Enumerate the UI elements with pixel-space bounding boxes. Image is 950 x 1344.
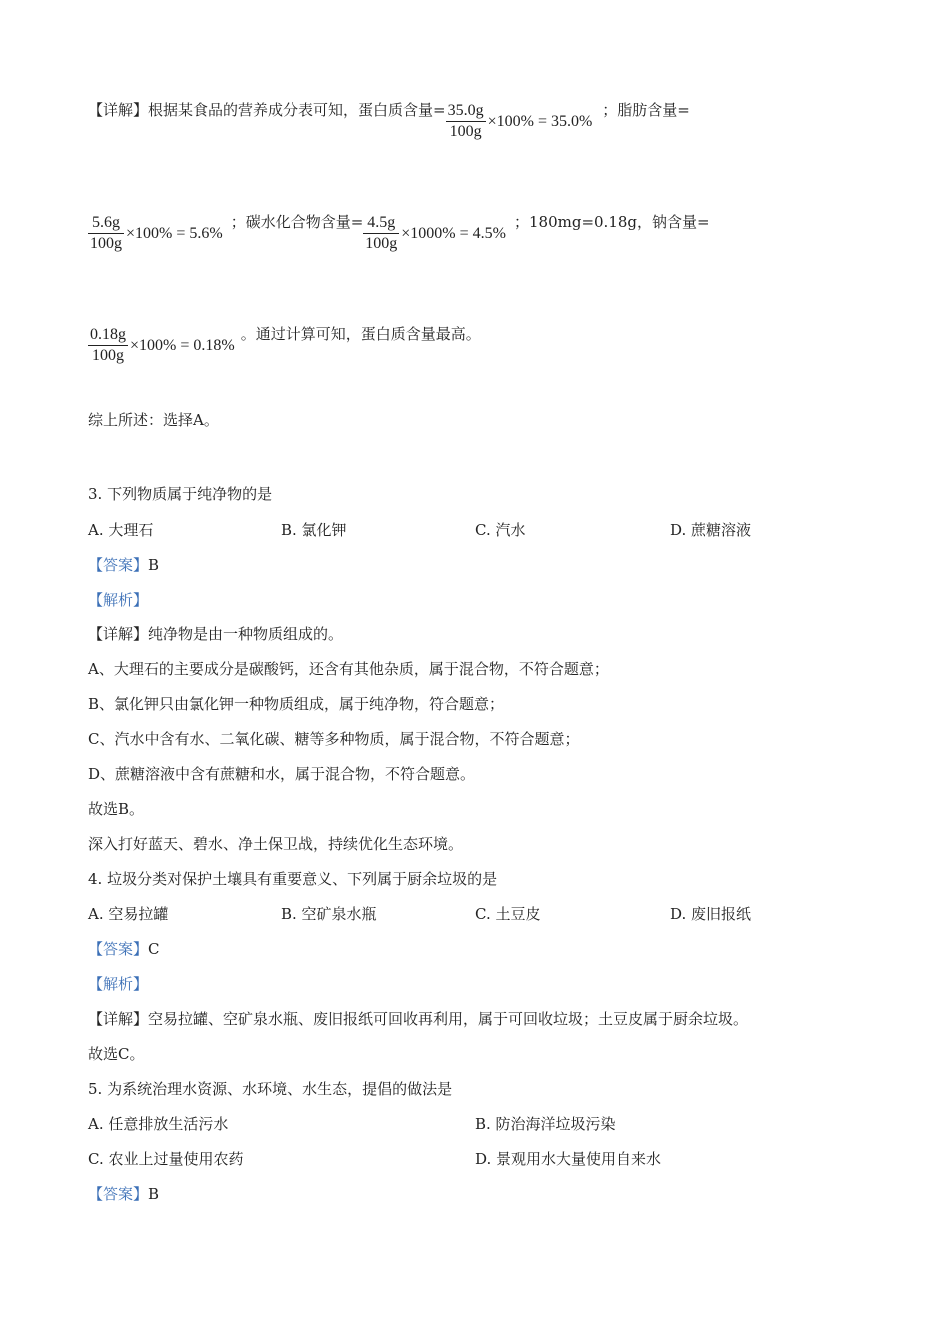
q4-detail	[88, 1009, 748, 1029]
q3-analysis-label: 【解析】	[88, 591, 149, 609]
protein-formula	[446, 101, 593, 142]
q3-detail-label: 【详解】	[88, 625, 149, 643]
protein-numerator: 35.0g	[446, 101, 486, 122]
q3-explain-d: D、蔗糖溶液中含有蔗糖和水，属于混合物，不符合题意。	[88, 765, 476, 783]
q4-option-a: A. 空易拉罐	[88, 905, 169, 923]
q3-option-a: A. 大理石	[88, 521, 154, 539]
q5-option-a: A. 任意排放生活污水	[88, 1115, 229, 1133]
q3-explain-c: C、汽水中含有水、二氧化碳、糖等多种物质，属于混合物，不符合题意；	[88, 730, 580, 748]
q5-answer-value: B	[148, 1185, 160, 1203]
protein-result: ×100% = 35.0%	[487, 112, 593, 130]
q4-stem: 4. 垃圾分类对保护土壤具有重要意义、下列属于厨余垃圾的是	[88, 870, 498, 888]
q4-analysis-label: 【解析】	[88, 975, 149, 993]
q3-explain-b: B、氯化钾只由氯化钾一种物质组成，属于纯净物，符合题意；	[88, 695, 505, 713]
q3-answer-label: 【答案】	[88, 556, 149, 574]
detail-intro-line-2	[88, 212, 710, 254]
detail-intro-line-1	[88, 100, 690, 142]
q3-choice: 故选B。	[88, 800, 145, 818]
q3-stem: 3. 下列物质属于纯净物的是	[88, 485, 273, 503]
q4-choice: 故选C。	[88, 1045, 145, 1063]
carb-numerator: 4.5g	[363, 213, 399, 234]
q5-stem: 5. 为系统治理水资源、水环境、水生态，提倡的做法是	[88, 1080, 453, 1098]
sodium-result: ×100% = 0.18%	[130, 336, 235, 354]
carb-denominator: 100g	[365, 235, 398, 252]
fat-formula	[88, 213, 223, 254]
fat-result: ×100% = 5.6%	[126, 224, 223, 242]
fat-denominator: 100g	[90, 235, 122, 252]
q5-option-c: C. 农业上过量使用农药	[88, 1150, 244, 1168]
q5-answer	[88, 1184, 159, 1204]
detail-text: 根据某食品的营养成分表可知，蛋白质含量=	[148, 101, 446, 119]
q4-answer-value: C	[148, 940, 160, 958]
q3-option-c: C. 汽水	[475, 521, 526, 539]
q3-explain-a: A、大理石的主要成分是碳酸钙，还含有其他杂质，属于混合物，不符合题意；	[88, 660, 609, 678]
q3-detail	[88, 624, 343, 644]
carb-label: ；碳水化合物含量=	[230, 213, 364, 231]
conclusion-text: 。通过计算可知，蛋白质含量最高。	[240, 325, 481, 343]
fat-numerator: 5.6g	[88, 213, 124, 234]
q4-option-d: D. 废旧报纸	[670, 905, 752, 923]
q4-answer-label: 【答案】	[88, 940, 149, 958]
sodium-label: ；180mg=0.18g，钠含量=	[513, 213, 710, 231]
summary-text: 综上所述：选择A。	[88, 411, 219, 429]
q5-answer-label: 【答案】	[88, 1185, 149, 1203]
q4-option-c: C. 土豆皮	[475, 905, 541, 923]
q4-answer	[88, 939, 160, 959]
q4-detail-text: 空易拉罐、空矿泉水瓶、废旧报纸可回收再利用，属于可回收垃圾；土豆皮属于厨余垃圾。	[148, 1010, 749, 1028]
interlude-text: 深入打好蓝天、碧水、净土保卫战，持续优化生态环境。	[88, 835, 464, 853]
q5-option-b: B. 防治海洋垃圾污染	[475, 1115, 616, 1133]
carb-formula	[363, 213, 506, 254]
protein-denominator: 100g	[449, 123, 482, 140]
q3-detail-text: 纯净物是由一种物质组成的。	[148, 625, 344, 643]
sodium-numerator: 0.18g	[88, 325, 128, 346]
q3-option-d: D. 蔗糖溶液	[670, 521, 752, 539]
q3-option-b: B. 氯化钾	[281, 521, 347, 539]
carb-result: ×1000% = 4.5%	[401, 224, 506, 242]
sodium-formula	[88, 325, 235, 366]
q4-detail-label: 【详解】	[88, 1010, 149, 1028]
detail-label: 【详解】	[88, 101, 149, 119]
q4-option-b: B. 空矿泉水瓶	[281, 905, 377, 923]
q3-answer-value: B	[148, 556, 160, 574]
q3-answer	[88, 555, 159, 575]
sodium-denominator: 100g	[92, 347, 124, 364]
fat-label: ；脂肪含量=	[602, 101, 690, 119]
q5-option-d: D. 景观用水大量使用自来水	[475, 1150, 662, 1168]
detail-intro-line-3	[88, 324, 481, 366]
